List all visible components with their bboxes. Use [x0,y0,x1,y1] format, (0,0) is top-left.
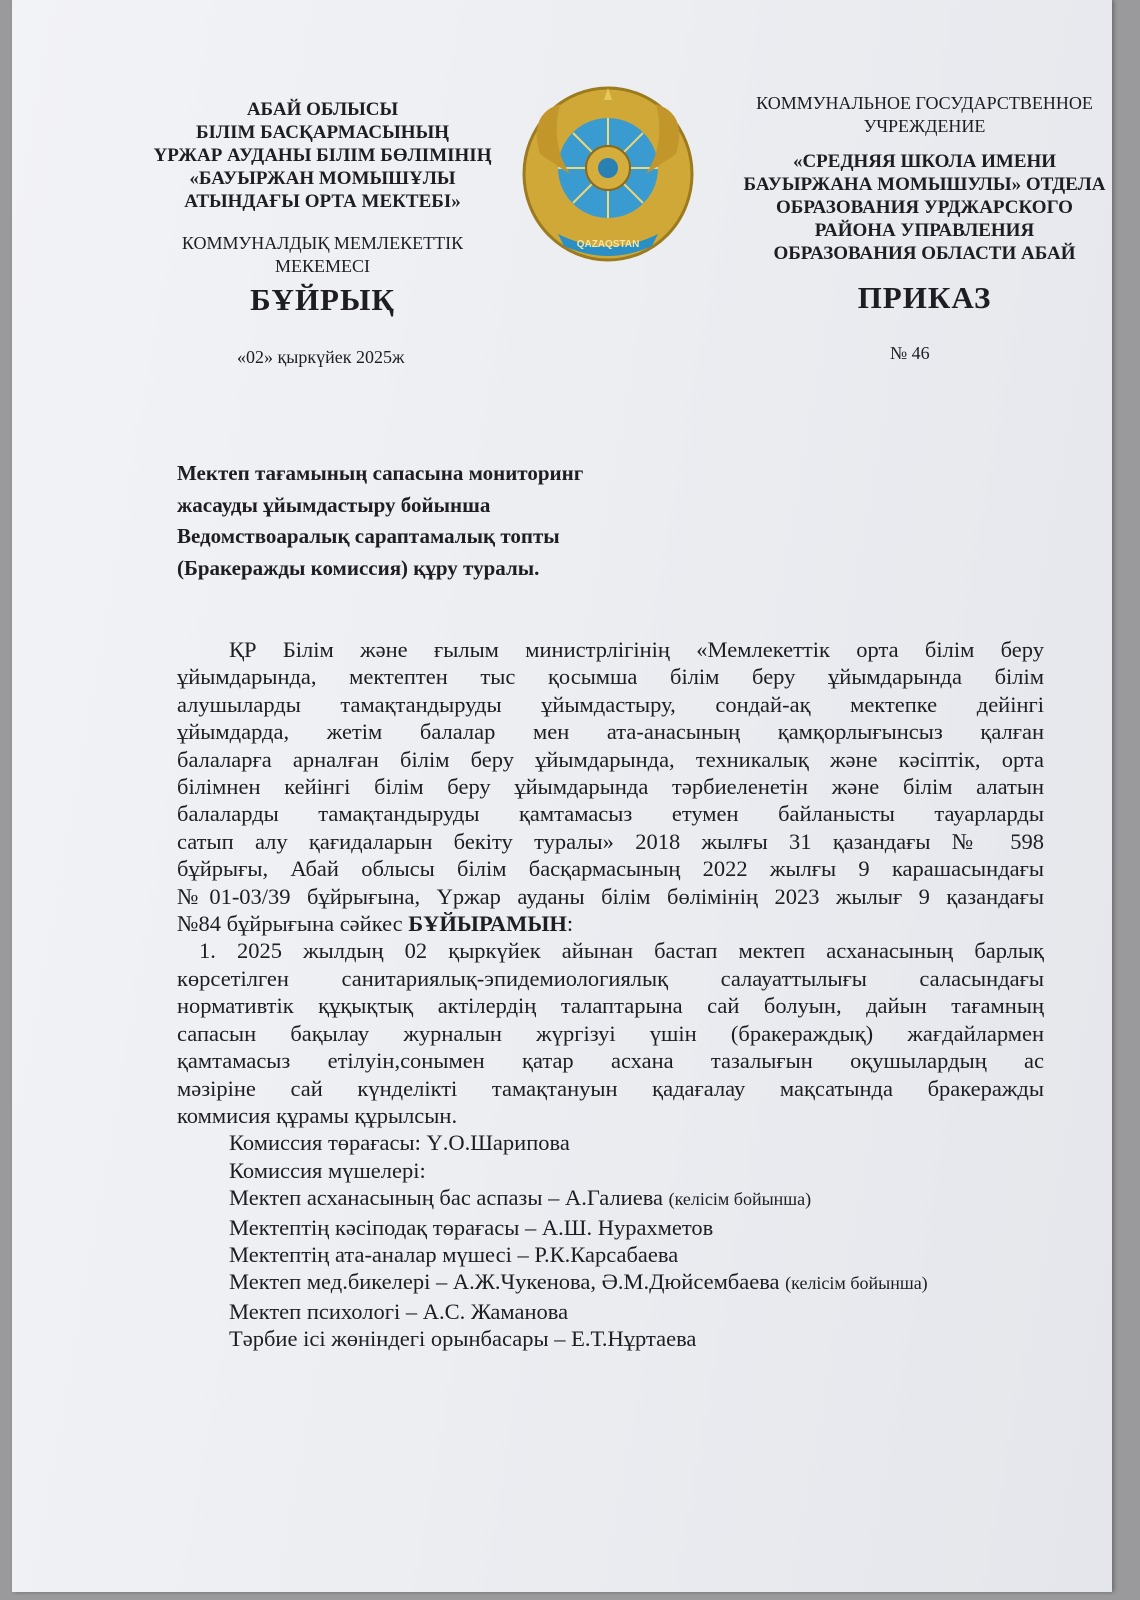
title-line: (Бракеражды комиссия) құру туралы. [177,555,540,580]
document-date: «02» қыркүйек 2025ж [237,347,405,367]
text-line: балаларды тамақтандыруды қамтамасыз етумен байланысты тауарларды [177,801,1044,827]
order-keyword: БҰЙЫРАМЫН [408,911,567,937]
text-line: көрсетілген санитариялық-эпидемиологиялық салауаттылығы саласындағы [177,965,1044,991]
commission-member [177,1298,1044,1325]
commission-member [177,1268,1044,1297]
document-body [177,636,1044,1353]
header-line: АТЫНДАҒЫ ОРТА МЕКТЕБІ» [184,191,461,212]
header-line: «СРЕДНЯЯ ШКОЛА ИМЕНИ [792,151,1057,172]
text-fragment: Мектептің ата-аналар мүшесі – Р.К.Карсабаева [229,1241,679,1267]
doc-type-kz: БҰЙРЫҚ [250,282,395,317]
agreement-note: (келісім бойынша) [785,1273,928,1294]
text-fragment: №84 бұйрығына сәйкес [177,911,409,937]
text-line: бұйрығы, Абай облысы білім басқармасының 2022 жылғы 9 карашасындағы [177,856,1044,882]
text-line: сатып алу қағидаларын бекіту туралы» 2018 жылғы 31 қазандағы № 598 [177,828,1044,854]
text-line: ҚР Білім және ғылым министрлігінің «Мемлекеттік орта білім беру [229,637,1044,662]
commission-members-label [177,1157,1044,1184]
header-kz-organization [130,98,515,213]
text-line: қамтамасыз етілуін,сонымен қатар асхана тазалығын оқушылардың ас [177,1048,1044,1074]
commission-member [177,1214,1044,1241]
text-line: ұйымдарында, мектептен тыс қосымша білім беру ұйымдарында білім [177,664,1044,690]
text-fragment: Тәрбие ісі жөніндегі орынбасары – Е.Т.Нұртаева [229,1326,697,1352]
header-line: БАУЫРЖАНА МОМЫШУЛЫ» ОТДЕЛА [743,174,1106,195]
text-line: балаларға арналған білім беру ұйымдарында, техникалық және кәсіптік, орта [177,746,1044,772]
text-line: мәзіріне сай күнделікті тамақтануын қадағалау мақсатында бракеражды [177,1075,1044,1101]
header-line: АБАЙ ОБЛЫСЫ [246,99,399,120]
header-line: БІЛІМ БАСҚАРМАСЫНЫҢ [195,122,450,143]
header-line: КОММУНАЛЬНОЕ ГОСУДАРСТВЕННОЕ [756,93,1093,113]
doc-type-ru: ПРИКАЗ [857,280,992,315]
text-line: білімнен кейінгі білім беру ұйымдарында тәрбиеленетін және білім алатын [177,774,1044,800]
text-line [177,910,1044,937]
header-line: ҮРЖАР АУДАНЫ БІЛІМ БӨЛІМІНІҢ [153,145,492,166]
title-line: Мектеп тағамының сапасына мониторинг [177,461,584,485]
header-ru-organization [722,150,1127,265]
commission-member [177,1241,1044,1268]
commission-member [177,1184,1044,1213]
state-emblem-icon [520,84,696,264]
preamble-paragraph [177,636,1044,937]
header-line: РАЙОНА УПРАВЛЕНИЯ [814,220,1035,241]
text-line: нормативтік құқықтық актілердің талаптарына сай болуын, дайын тағамның [177,993,1044,1019]
title-line: жасауды ұйымдастыру бойынша [177,492,491,517]
header-line: ОБРАЗОВАНИЯ ОБЛАСТИ АБАЙ [773,243,1076,264]
text-fragment: Мектеп психологі – А.С. Жаманова [229,1298,569,1324]
document-number: № 46 [890,343,930,363]
text-line: 1. 2025 жылдың 02 қыркүйек айынан бастап мектеп асханасының барлық [199,938,1044,964]
text-fragment: Комиссия төрағасы: Ү.О.Шарипова [229,1130,570,1156]
commission-list [177,1129,1044,1352]
text-line: коммисия құрамы құрылсын. [177,1102,458,1128]
text-fragment: Комиссия мүшелері: [229,1157,426,1183]
text-fragment: : [566,911,574,937]
agreement-note: (келісім бойынша) [668,1189,812,1210]
text-line: №01-03/39 бұйрығына, Үржар ауданы білім бөлімінің 2023 жылығ 9 қазандағы [177,883,1044,909]
order-item-1 [177,937,1044,1129]
commission-member [177,1325,1044,1352]
header-line: МЕКЕМЕСІ [274,256,370,276]
header-line: КОММУНАЛДЫҚ МЕМЛЕКЕТТІК [181,233,464,253]
document-page [12,0,1112,1592]
text-line: сапасын бақылау журналын жүргізуі үшін (бракераждық) жағдайлармен [177,1020,1044,1046]
header-line: «БАУЫРЖАН МОМЫШҰЛЫ [189,168,456,189]
emblem-ribbon-text: QAZAQSTAN [576,239,640,250]
text-fragment: Мектеп асханасының бас аспазы – А.Галиева [229,1185,669,1211]
header-ru-institution-type [722,92,1127,138]
title-line: Ведомствоаралық сараптамалық топты [177,524,560,548]
header-line: УЧРЕЖДЕНИЕ [863,116,986,136]
document-title [177,458,583,584]
header-kz-institution-type [130,232,515,278]
text-fragment: Мектептің кәсіподақ төрағасы – А.Ш. Нурахметов [229,1214,714,1240]
header-line: ОБРАЗОВАНИЯ УРДЖАРСКОГО [776,197,1073,218]
commission-chair [177,1129,1044,1156]
text-fragment: Мектеп мед.бикелері – А.Ж.Чукенова, Ә.М.Дюйсембаева [229,1269,786,1295]
text-line: алушыларды тамақтандыруды ұйымдастыру, сондай-ақ мектепке дейінгі [177,691,1044,717]
text-line: ұйымдарда, жетім балалар мен ата-анасының қамқорлығынсыз қалған [177,719,1044,745]
